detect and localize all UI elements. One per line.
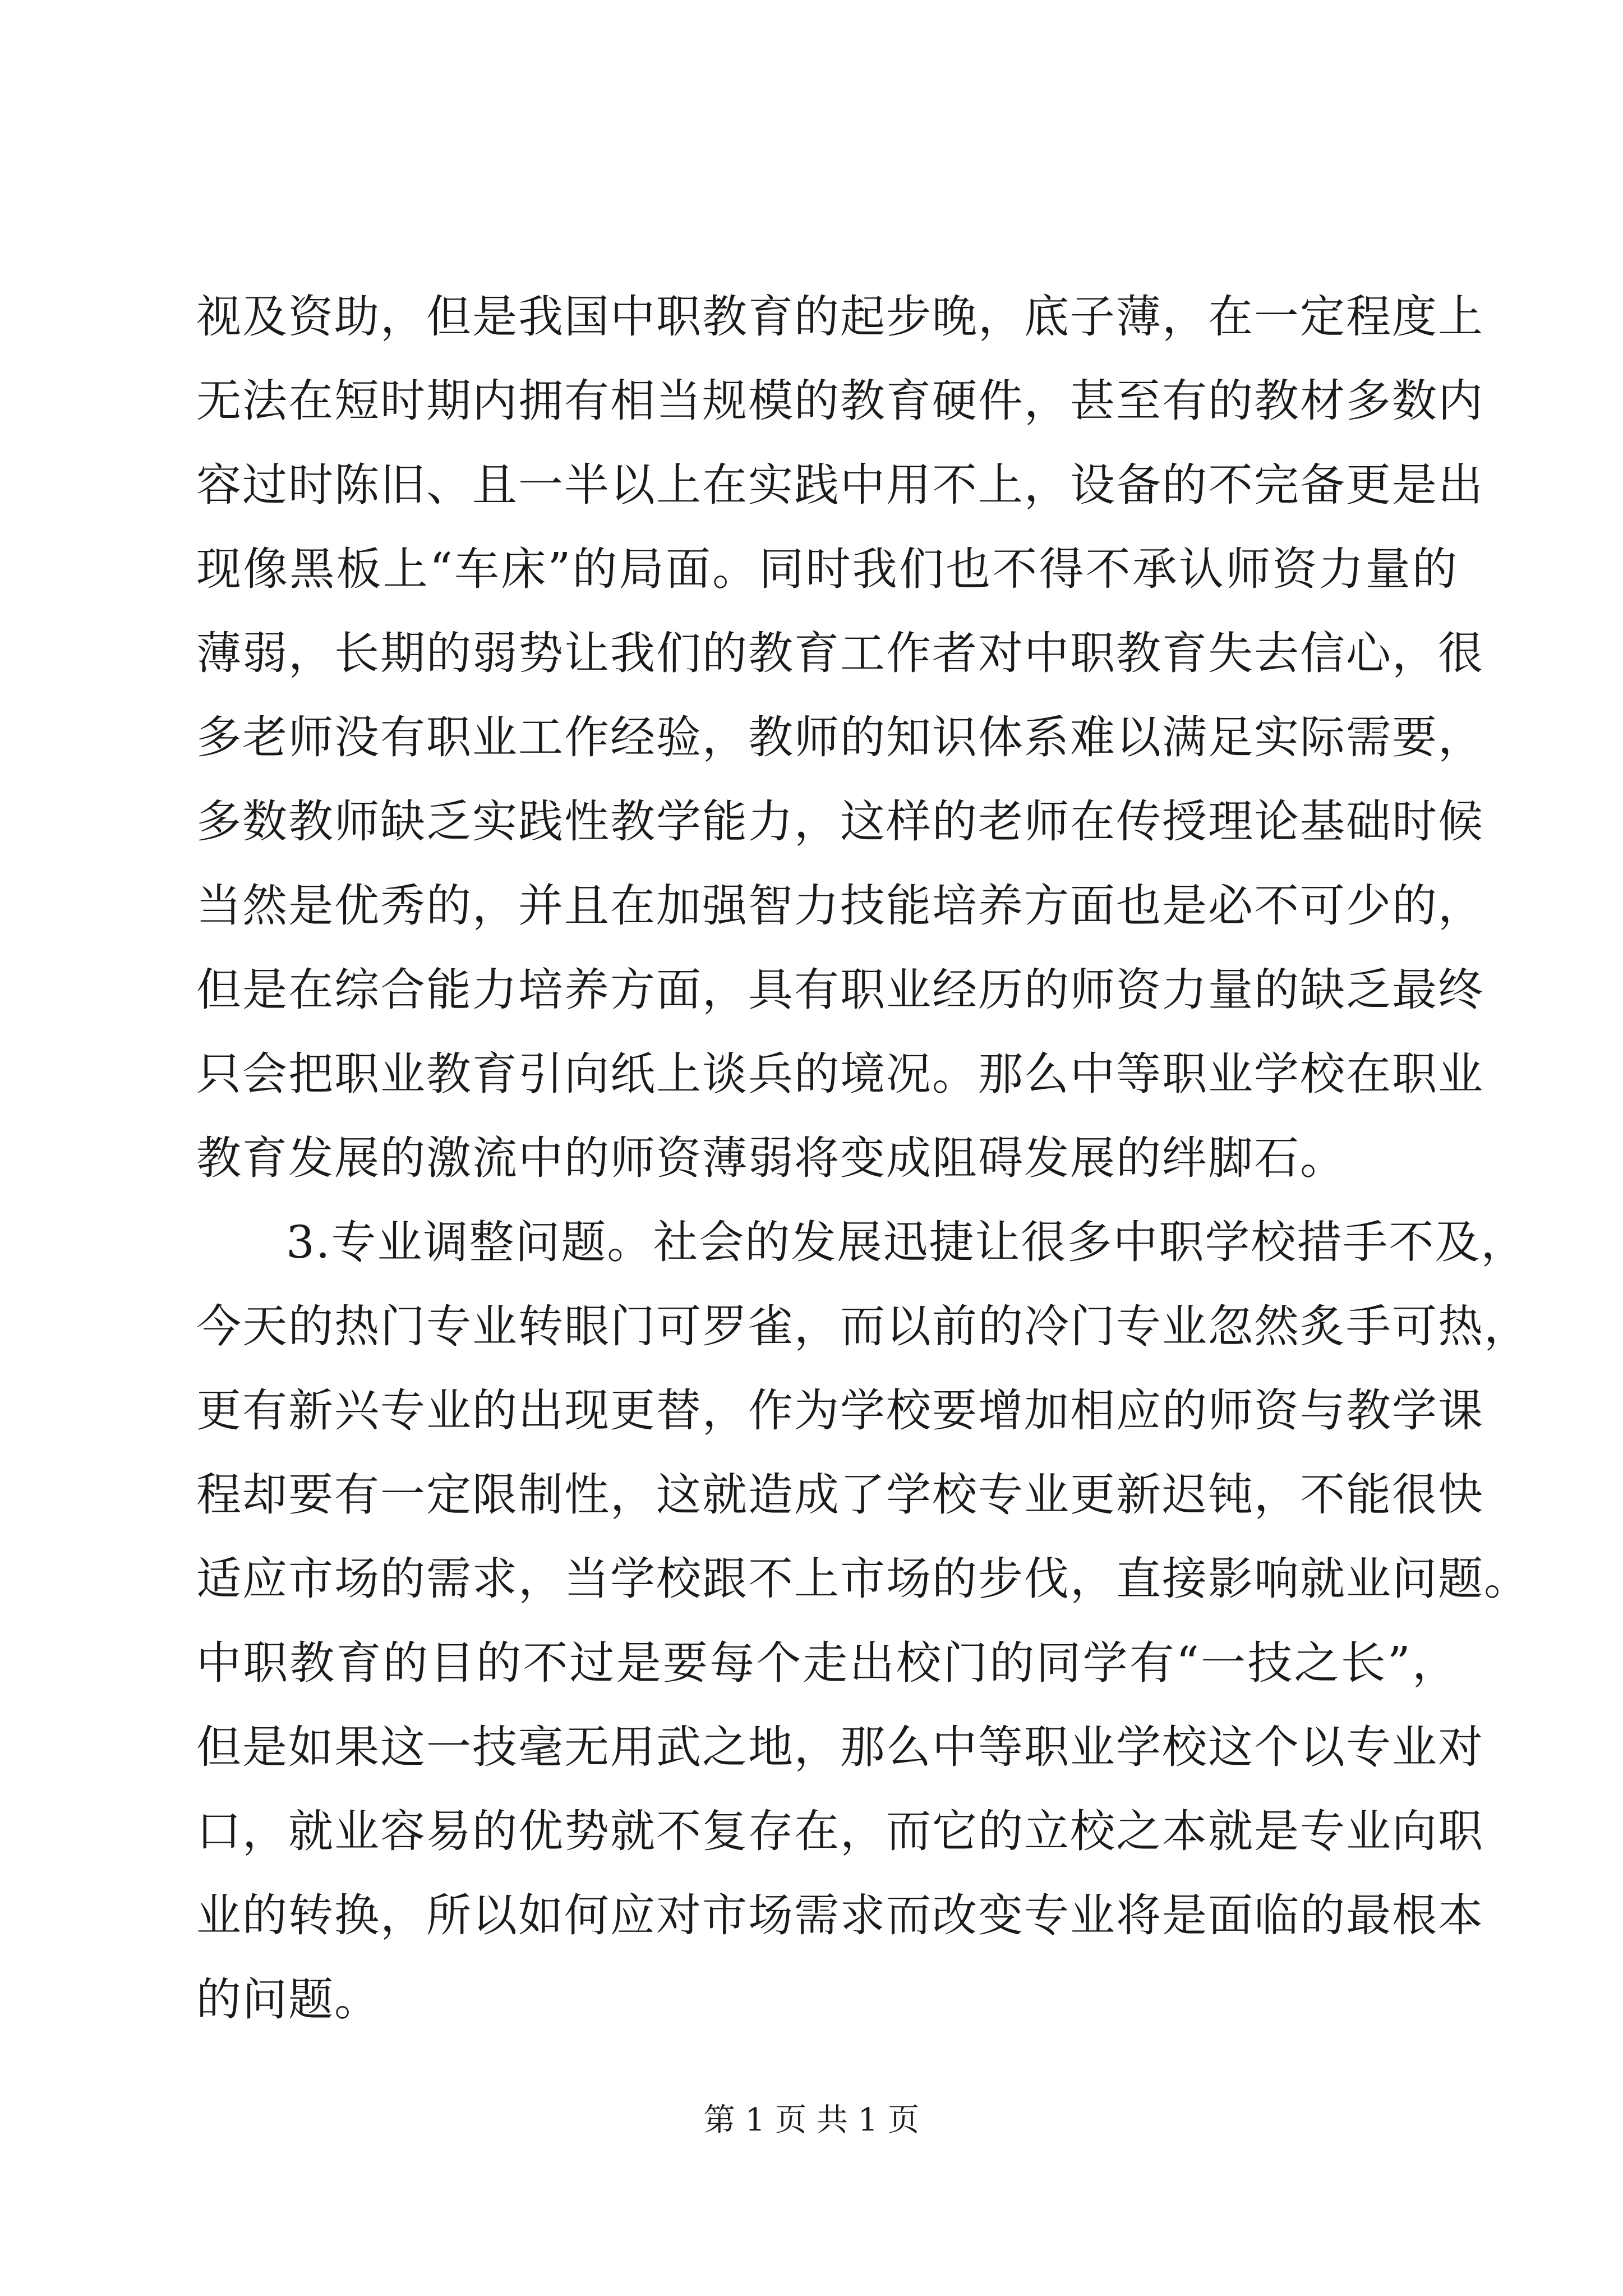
text-line: 只会把职业教育引向纸上谈兵的境况。那么中等职业学校在职业 bbox=[196, 1048, 1484, 1100]
text-line: 程却要有一定限制性，这就造成了学校专业更新迟钝，不能很快 bbox=[196, 1469, 1484, 1521]
text-line: 今天的热门专业转眼门可罗雀，而以前的冷门专业忽然炙手可热， bbox=[196, 1300, 1530, 1352]
text-line: 更有新兴专业的出现更替，作为学校要增加相应的师资与教学课 bbox=[196, 1384, 1484, 1437]
text-line: 但是如果这一技毫无用武之地，那么中等职业学校这个以专业对 bbox=[196, 1721, 1484, 1773]
text-line: 无法在短时期内拥有相当规模的教育硬件，甚至有的教材多数内 bbox=[196, 375, 1484, 427]
text-line: 当然是优秀的，并且在加强智力技能培养方面也是必不可少的， bbox=[196, 880, 1484, 932]
text-line: 但是在综合能力培养方面，具有职业经历的师资力量的缺乏最终 bbox=[196, 964, 1484, 1016]
text-line: 容过时陈旧、且一半以上在实践中用不上，设备的不完备更是出 bbox=[196, 459, 1484, 511]
page-footer bbox=[0, 2095, 1623, 2140]
body-text bbox=[196, 275, 1530, 2042]
text-line: 3.专业调整问题。社会的发展迅捷让很多中职学校措手不及， bbox=[286, 1216, 1527, 1268]
text-line: 口，就业容易的优势就不复存在，而它的立校之本就是专业向职 bbox=[196, 1805, 1484, 1857]
text-line: 现像黑板上“车床”的局面。同时我们也不得不承认师资力量的 bbox=[196, 543, 1458, 595]
page-number-label: 第 1 页 共 1 页 bbox=[703, 2102, 920, 2138]
text-line: 多老师没有职业工作经验，教师的知识体系难以满足实际需要， bbox=[196, 711, 1484, 763]
text-line: 多数教师缺乏实践性教学能力，这样的老师在传授理论基础时候 bbox=[196, 795, 1484, 848]
text-line: 教育发展的激流中的师资薄弱将变成阻碍发展的绊脚石。 bbox=[196, 1132, 1346, 1184]
text-line: 薄弱，长期的弱势让我们的教育工作者对中职教育失去信心，很 bbox=[196, 627, 1484, 679]
text-line: 中职教育的目的不过是要每个走出校门的同学有“一技之长”， bbox=[196, 1637, 1458, 1689]
text-line: 适应市场的需求，当学校跟不上市场的步伐，直接影响就业问题。 bbox=[196, 1553, 1530, 1605]
text-line: 业的转换，所以如何应对市场需求而改变专业将是面临的最根本 bbox=[196, 1889, 1484, 1941]
text-line: 视及资助，但是我国中职教育的起步晚，底子薄，在一定程度上 bbox=[196, 291, 1484, 343]
text-line: 的问题。 bbox=[196, 1973, 380, 2026]
